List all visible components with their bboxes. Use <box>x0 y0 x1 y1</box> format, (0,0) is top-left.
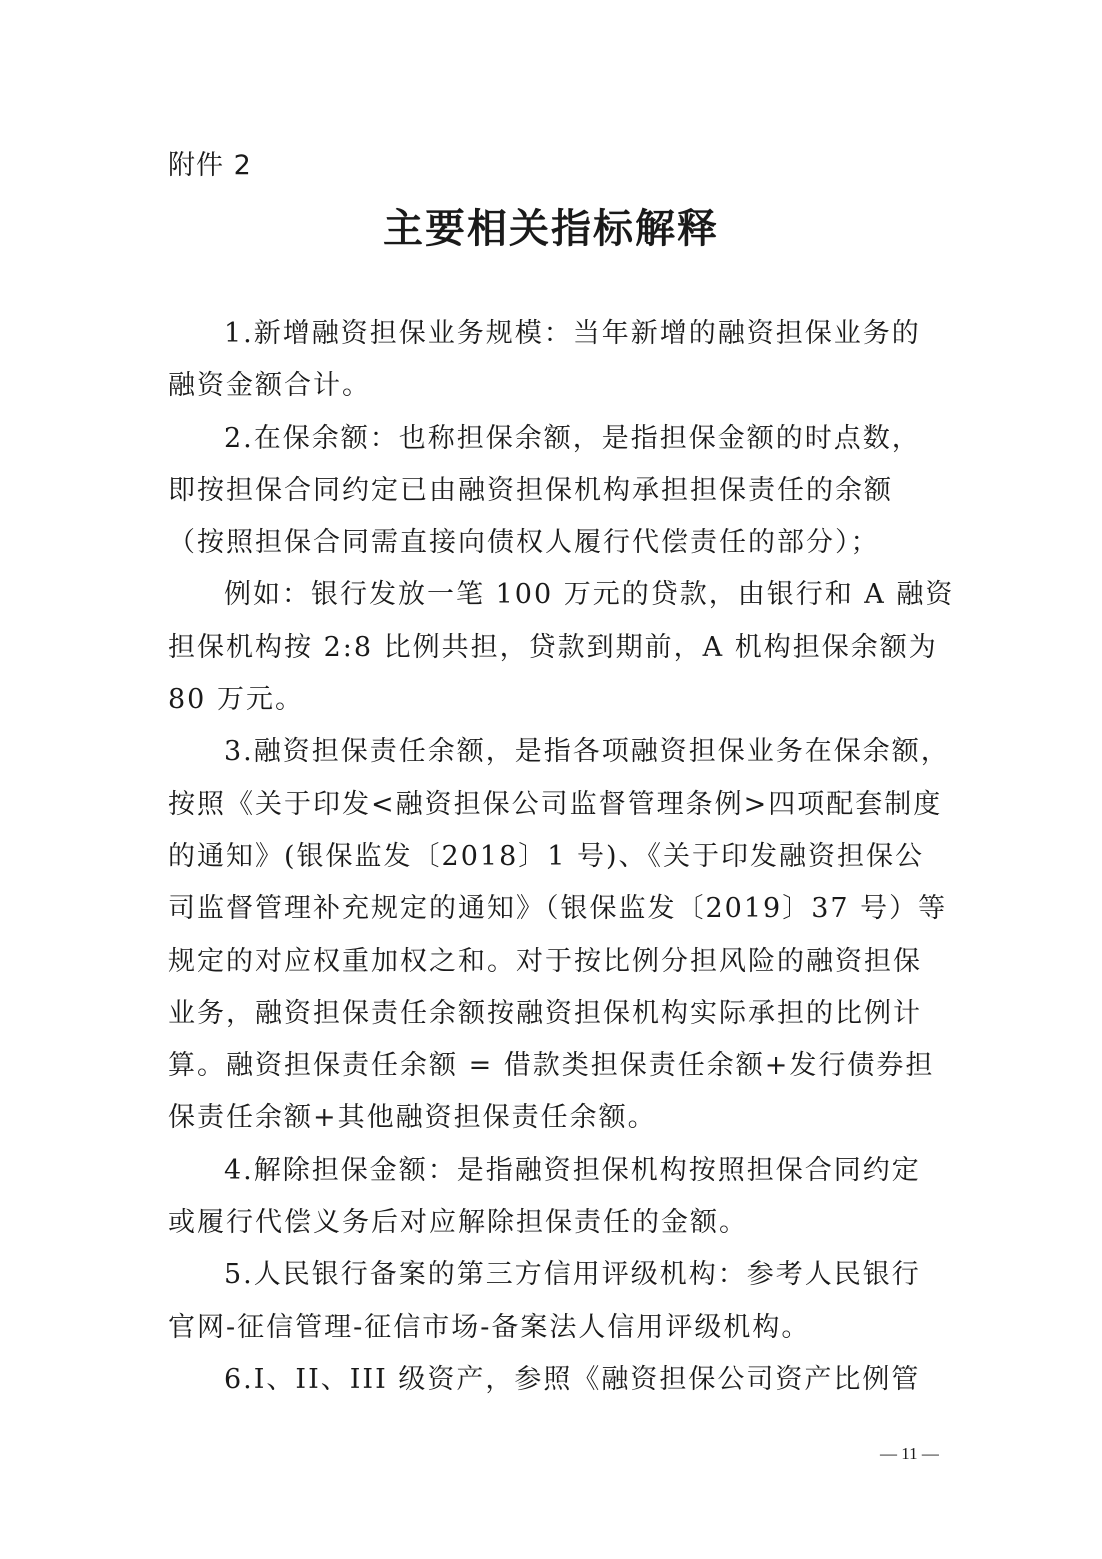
document-body <box>168 308 955 1406</box>
paragraph-line: 司监督管理补充规定的通知》（银保监发〔2019〕37 号）等 <box>168 893 948 925</box>
paragraph-line: 80 万元。 <box>168 684 304 716</box>
paragraph-line: 融资金额合计。 <box>168 370 371 402</box>
paragraph-line: 1.新增融资担保业务规模：当年新增的融资担保业务的 <box>224 318 921 349</box>
paragraph-line: 4.解除担保金额：是指融资担保机构按照担保合同约定 <box>224 1154 921 1186</box>
paragraph-line: （按照担保合同需直接向债权人履行代偿责任的部分）； <box>168 527 880 559</box>
paragraph-line: 的通知》(银保监发〔2018〕1 号)、《关于印发融资担保公 <box>168 840 925 872</box>
paragraph-line: 业务，融资担保责任余额按融资担保机构实际承担的比例计 <box>168 997 922 1029</box>
paragraph-line: 例如：银行发放一笔 100 万元的贷款，由银行和 A 融资 <box>224 579 955 611</box>
paragraph-line: 2.在保余额：也称担保余额，是指担保金额的时点数， <box>224 422 921 454</box>
paragraph-line: 3.融资担保责任余额，是指各项融资担保业务在保余额， <box>224 736 950 768</box>
paragraph-line: 或履行代偿义务后对应解除担保责任的金额。 <box>168 1207 748 1239</box>
paragraph-line: 按照《关于印发<融资担保公司监督管理条例>四项配套制度 <box>168 788 943 820</box>
page-number: — 11 — <box>880 1444 939 1463</box>
paragraph-line: 算。融资担保责任余额 = 借款类担保责任余额+发行债券担 <box>168 1050 935 1082</box>
paragraph-line: 规定的对应权重加权之和。对于按比例分担风险的融资担保 <box>168 945 922 977</box>
paragraph-line: 保责任余额+其他融资担保责任余额。 <box>168 1102 657 1134</box>
paragraph-line: 官网-征信管理-征信市场-备案法人信用评级机构。 <box>168 1311 811 1343</box>
paragraph-line: 5.人民银行备案的第三方信用评级机构：参考人民银行 <box>224 1259 921 1291</box>
paragraph-line: 担保机构按 2:8 比例共担，贷款到期前，A 机构担保余额为 <box>168 631 938 663</box>
paragraph-line: 即按担保合同约定已由融资担保机构承担担保责任的余额 <box>168 474 893 506</box>
page-title: 主要相关指标解释 <box>383 206 719 252</box>
paragraph-line: 6.I、II、III 级资产，参照《融资担保公司资产比例管 <box>224 1363 921 1395</box>
attachment-label: 附件 2 <box>168 150 252 181</box>
